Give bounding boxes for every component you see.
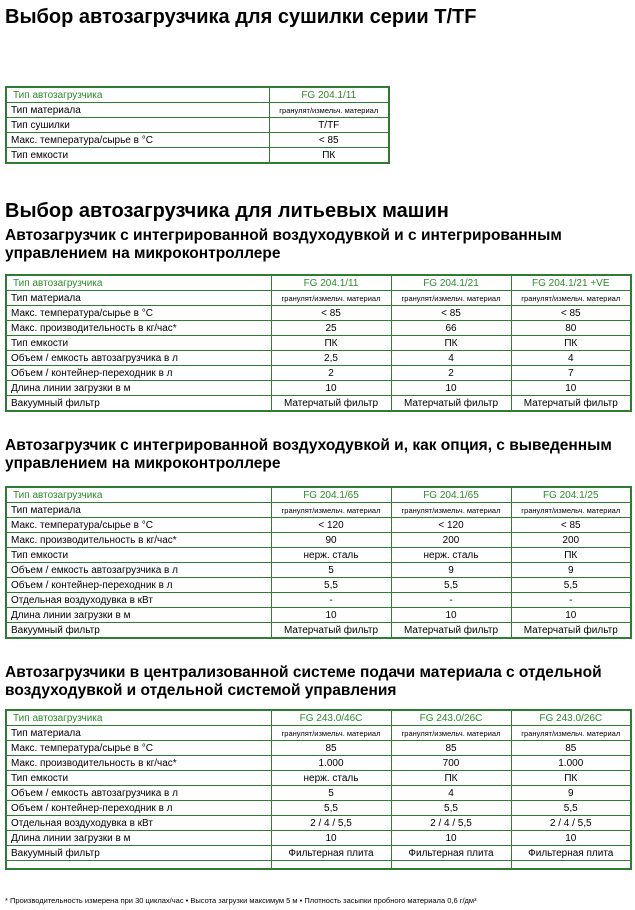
cell-value: 5,5: [391, 801, 511, 816]
table-row: [6, 336, 631, 351]
column-model: FG 204.1/21 +VE: [511, 275, 631, 291]
row-label: Тип сушилки: [6, 118, 269, 133]
cell-value: гранулят/измельч. материал: [391, 726, 511, 741]
table-row: [6, 396, 631, 412]
cell-value: 9: [511, 563, 631, 578]
cell-value: 4: [511, 351, 631, 366]
cell-value: Матерчатый фильтр: [511, 396, 631, 412]
table-row: [6, 801, 631, 816]
row-label: Длина линии загрузки в м: [6, 381, 271, 396]
cell-value: 1.000: [511, 756, 631, 771]
cell-value: нерж. сталь: [391, 548, 511, 563]
cell-value: 5,5: [511, 578, 631, 593]
header-label: Тип автозагрузчика: [6, 710, 271, 726]
table-row: [6, 118, 389, 133]
header-label: Тип автозагрузчика: [6, 275, 271, 291]
table-row: [6, 786, 631, 801]
cell-value: 2 / 4 / 5,5: [271, 816, 391, 831]
row-label: Тип материала: [6, 291, 271, 306]
table-row: [6, 548, 631, 563]
table-row: [6, 381, 631, 396]
table-header-row: [6, 275, 631, 291]
row-label: Тип емкости: [6, 148, 269, 164]
cell-value: 10: [391, 608, 511, 623]
table-row: [6, 831, 631, 846]
cell-value: ПК: [511, 336, 631, 351]
row-label: Объем / емкость автозагрузчика в л: [6, 786, 271, 801]
cell-value: гранулят/измельч. материал: [391, 503, 511, 518]
cell-value: 700: [391, 756, 511, 771]
row-label: Объем / контейнер-переходник в л: [6, 366, 271, 381]
table-row: [6, 578, 631, 593]
cell-value: 10: [271, 608, 391, 623]
footnote: * Производительность измерена при 30 циклах/час • Высота загрузки максимум 5 м • Плотность засыпки пробного материала 0,6 г/дм³: [5, 896, 477, 905]
row-label: Объем / емкость автозагрузчика в л: [6, 351, 271, 366]
section2-heading: Автозагрузчик с интегрированной воздуходувкой и, как опция, с выведенным управлением на микроконтроллере: [5, 437, 612, 472]
column-model: FG 243.0/26C: [511, 710, 631, 726]
cell-value: ПК: [511, 771, 631, 786]
cell-value: 10: [511, 381, 631, 396]
cell-value: гранулят/измельч. материал: [511, 726, 631, 741]
row-label: Объем / емкость автозагрузчика в л: [6, 563, 271, 578]
cell-value: 5: [271, 563, 391, 578]
cell-value: 2 / 4 / 5,5: [391, 816, 511, 831]
row-label: Тип емкости: [6, 336, 271, 351]
cell-value: < 85: [511, 306, 631, 321]
table-header-row: [6, 87, 389, 103]
cell-value: нерж. сталь: [271, 548, 391, 563]
row-label: Длина линии загрузки в м: [6, 831, 271, 846]
header-label: Тип автозагрузчика: [6, 87, 269, 103]
cell-value: 80: [511, 321, 631, 336]
cell-value: 200: [511, 533, 631, 548]
column-model: FG 243.0/46C: [271, 710, 391, 726]
cell-value: Матерчатый фильтр: [511, 623, 631, 639]
dryer-loader-table: [5, 86, 390, 164]
table-row: [6, 741, 631, 756]
cell-value: ПК: [391, 336, 511, 351]
table-row: [6, 321, 631, 336]
row-label: Макс. производительность в кг/час*: [6, 756, 271, 771]
cell-value: 25: [271, 321, 391, 336]
row-label: Тип материала: [6, 103, 269, 118]
cell-value: -: [391, 593, 511, 608]
table-row: [6, 846, 631, 861]
cell-value: 2,5: [271, 351, 391, 366]
cell-value: 5,5: [271, 801, 391, 816]
cell-value: 5,5: [271, 578, 391, 593]
table-spacer-row: [6, 861, 631, 870]
table-row: [6, 563, 631, 578]
cell-value: 10: [271, 831, 391, 846]
cell-value: < 120: [391, 518, 511, 533]
injection-section-title: Выбор автозагрузчика для литьевых машин: [5, 200, 449, 222]
cell-value: Матерчатый фильтр: [391, 396, 511, 412]
spacer-cell: [511, 861, 631, 870]
row-label: Тип емкости: [6, 771, 271, 786]
table-row: [6, 503, 631, 518]
cell-value: Матерчатый фильтр: [271, 623, 391, 639]
row-label: Вакуумный фильтр: [6, 396, 271, 412]
column-model: FG 243.0/26C: [391, 710, 511, 726]
cell-value: -: [511, 593, 631, 608]
table-row: [6, 608, 631, 623]
cell-value: 4: [391, 786, 511, 801]
cell-value: 85: [511, 741, 631, 756]
cell-value: ПК: [271, 336, 391, 351]
row-label: Макс. температура/сырье в °C: [6, 518, 271, 533]
row-label: Длина линии загрузки в м: [6, 608, 271, 623]
row-label: Макс. производительность в кг/час*: [6, 533, 271, 548]
row-label: Отдельная воздуходувка в кВт: [6, 593, 271, 608]
row-label: Макс. производительность в кг/час*: [6, 321, 271, 336]
cell-value: нерж. сталь: [271, 771, 391, 786]
cell-value: < 85: [269, 133, 389, 148]
cell-value: 90: [271, 533, 391, 548]
table-row: [6, 816, 631, 831]
cell-value: 85: [391, 741, 511, 756]
table-header-row: [6, 710, 631, 726]
cell-value: гранулят/измельч. материал: [271, 726, 391, 741]
column-model: FG 204.1/11: [271, 275, 391, 291]
table-row: [6, 726, 631, 741]
cell-value: < 85: [511, 518, 631, 533]
row-label: Тип материала: [6, 503, 271, 518]
table-row: [6, 518, 631, 533]
row-label: Объем / контейнер-переходник в л: [6, 578, 271, 593]
cell-value: 5,5: [391, 578, 511, 593]
cell-value: 1.000: [271, 756, 391, 771]
table-row: [6, 533, 631, 548]
table-row: [6, 623, 631, 639]
cell-value: Фильтерная плита: [271, 846, 391, 861]
column-model: FG 204.1/21: [391, 275, 511, 291]
cell-value: Фильтерная плита: [391, 846, 511, 861]
cell-value: 7: [511, 366, 631, 381]
cell-value: гранулят/измельч. материал: [511, 291, 631, 306]
row-label: Объем / контейнер-переходник в л: [6, 801, 271, 816]
column-model: FG 204.1/65: [271, 487, 391, 503]
row-label: Макс. температура/сырье в °C: [6, 133, 269, 148]
cell-value: 4: [391, 351, 511, 366]
section3-table: [5, 709, 632, 870]
section3-heading: Автозагрузчики в централизованной системе подачи материала с отдельной воздуходувкой и отдельной системой управления: [5, 664, 602, 699]
row-label: Макс. температура/сырье в °C: [6, 306, 271, 321]
cell-value: гранулят/измельч. материал: [391, 291, 511, 306]
row-label: Отдельная воздуходувка в кВт: [6, 816, 271, 831]
table-row: [6, 756, 631, 771]
cell-value: 200: [391, 533, 511, 548]
table-row: [6, 133, 389, 148]
cell-value: 5: [271, 786, 391, 801]
table-row: [6, 148, 389, 164]
table-header-row: [6, 487, 631, 503]
row-label: Макс. температура/сырье в °C: [6, 741, 271, 756]
cell-value: 85: [271, 741, 391, 756]
cell-value: -: [271, 593, 391, 608]
cell-value: 10: [391, 831, 511, 846]
cell-value: 10: [511, 831, 631, 846]
cell-value: Фильтерная плита: [511, 846, 631, 861]
cell-value: гранулят/измельч. материал: [271, 291, 391, 306]
cell-value: ПК: [269, 148, 389, 164]
cell-value: 2: [271, 366, 391, 381]
row-label: Вакуумный фильтр: [6, 623, 271, 639]
cell-value: Матерчатый фильтр: [271, 396, 391, 412]
cell-value: 10: [271, 381, 391, 396]
table-row: [6, 771, 631, 786]
table-row: [6, 291, 631, 306]
cell-value: 5,5: [511, 801, 631, 816]
cell-value: 9: [391, 563, 511, 578]
cell-value: 9: [511, 786, 631, 801]
dryer-section-title: Выбор автозагрузчика для сушилки серии T/TF: [5, 6, 477, 28]
cell-value: ПК: [391, 771, 511, 786]
cell-value: гранулят/измельч. материал: [511, 503, 631, 518]
cell-value: 10: [391, 381, 511, 396]
cell-value: гранулят/измельч. материал: [271, 503, 391, 518]
table-row: [6, 351, 631, 366]
cell-value: 2: [391, 366, 511, 381]
cell-value: < 85: [391, 306, 511, 321]
header-label: Тип автозагрузчика: [6, 487, 271, 503]
cell-value: 10: [511, 608, 631, 623]
column-model: FG 204.1/25: [511, 487, 631, 503]
cell-value: 66: [391, 321, 511, 336]
cell-value: гранулят/измельч. материал: [269, 103, 389, 118]
table-row: [6, 306, 631, 321]
row-label: Тип емкости: [6, 548, 271, 563]
column-model: FG 204.1/11: [269, 87, 389, 103]
cell-value: Матерчатый фильтр: [391, 623, 511, 639]
row-label: Вакуумный фильтр: [6, 846, 271, 861]
table-row: [6, 593, 631, 608]
spacer-cell: [6, 861, 271, 870]
table-row: [6, 103, 389, 118]
spacer-cell: [271, 861, 391, 870]
spacer-cell: [391, 861, 511, 870]
section1-heading: Автозагрузчик с интегрированной воздуходувкой и с интегрированным управлением на микроконтроллере: [5, 227, 562, 262]
cell-value: < 85: [271, 306, 391, 321]
cell-value: 2 / 4 / 5,5: [511, 816, 631, 831]
section2-table: [5, 486, 632, 639]
column-model: FG 204.1/65: [391, 487, 511, 503]
section1-table: [5, 274, 632, 412]
table-row: [6, 366, 631, 381]
cell-value: T/TF: [269, 118, 389, 133]
cell-value: ПК: [511, 548, 631, 563]
cell-value: < 120: [271, 518, 391, 533]
row-label: Тип материала: [6, 726, 271, 741]
